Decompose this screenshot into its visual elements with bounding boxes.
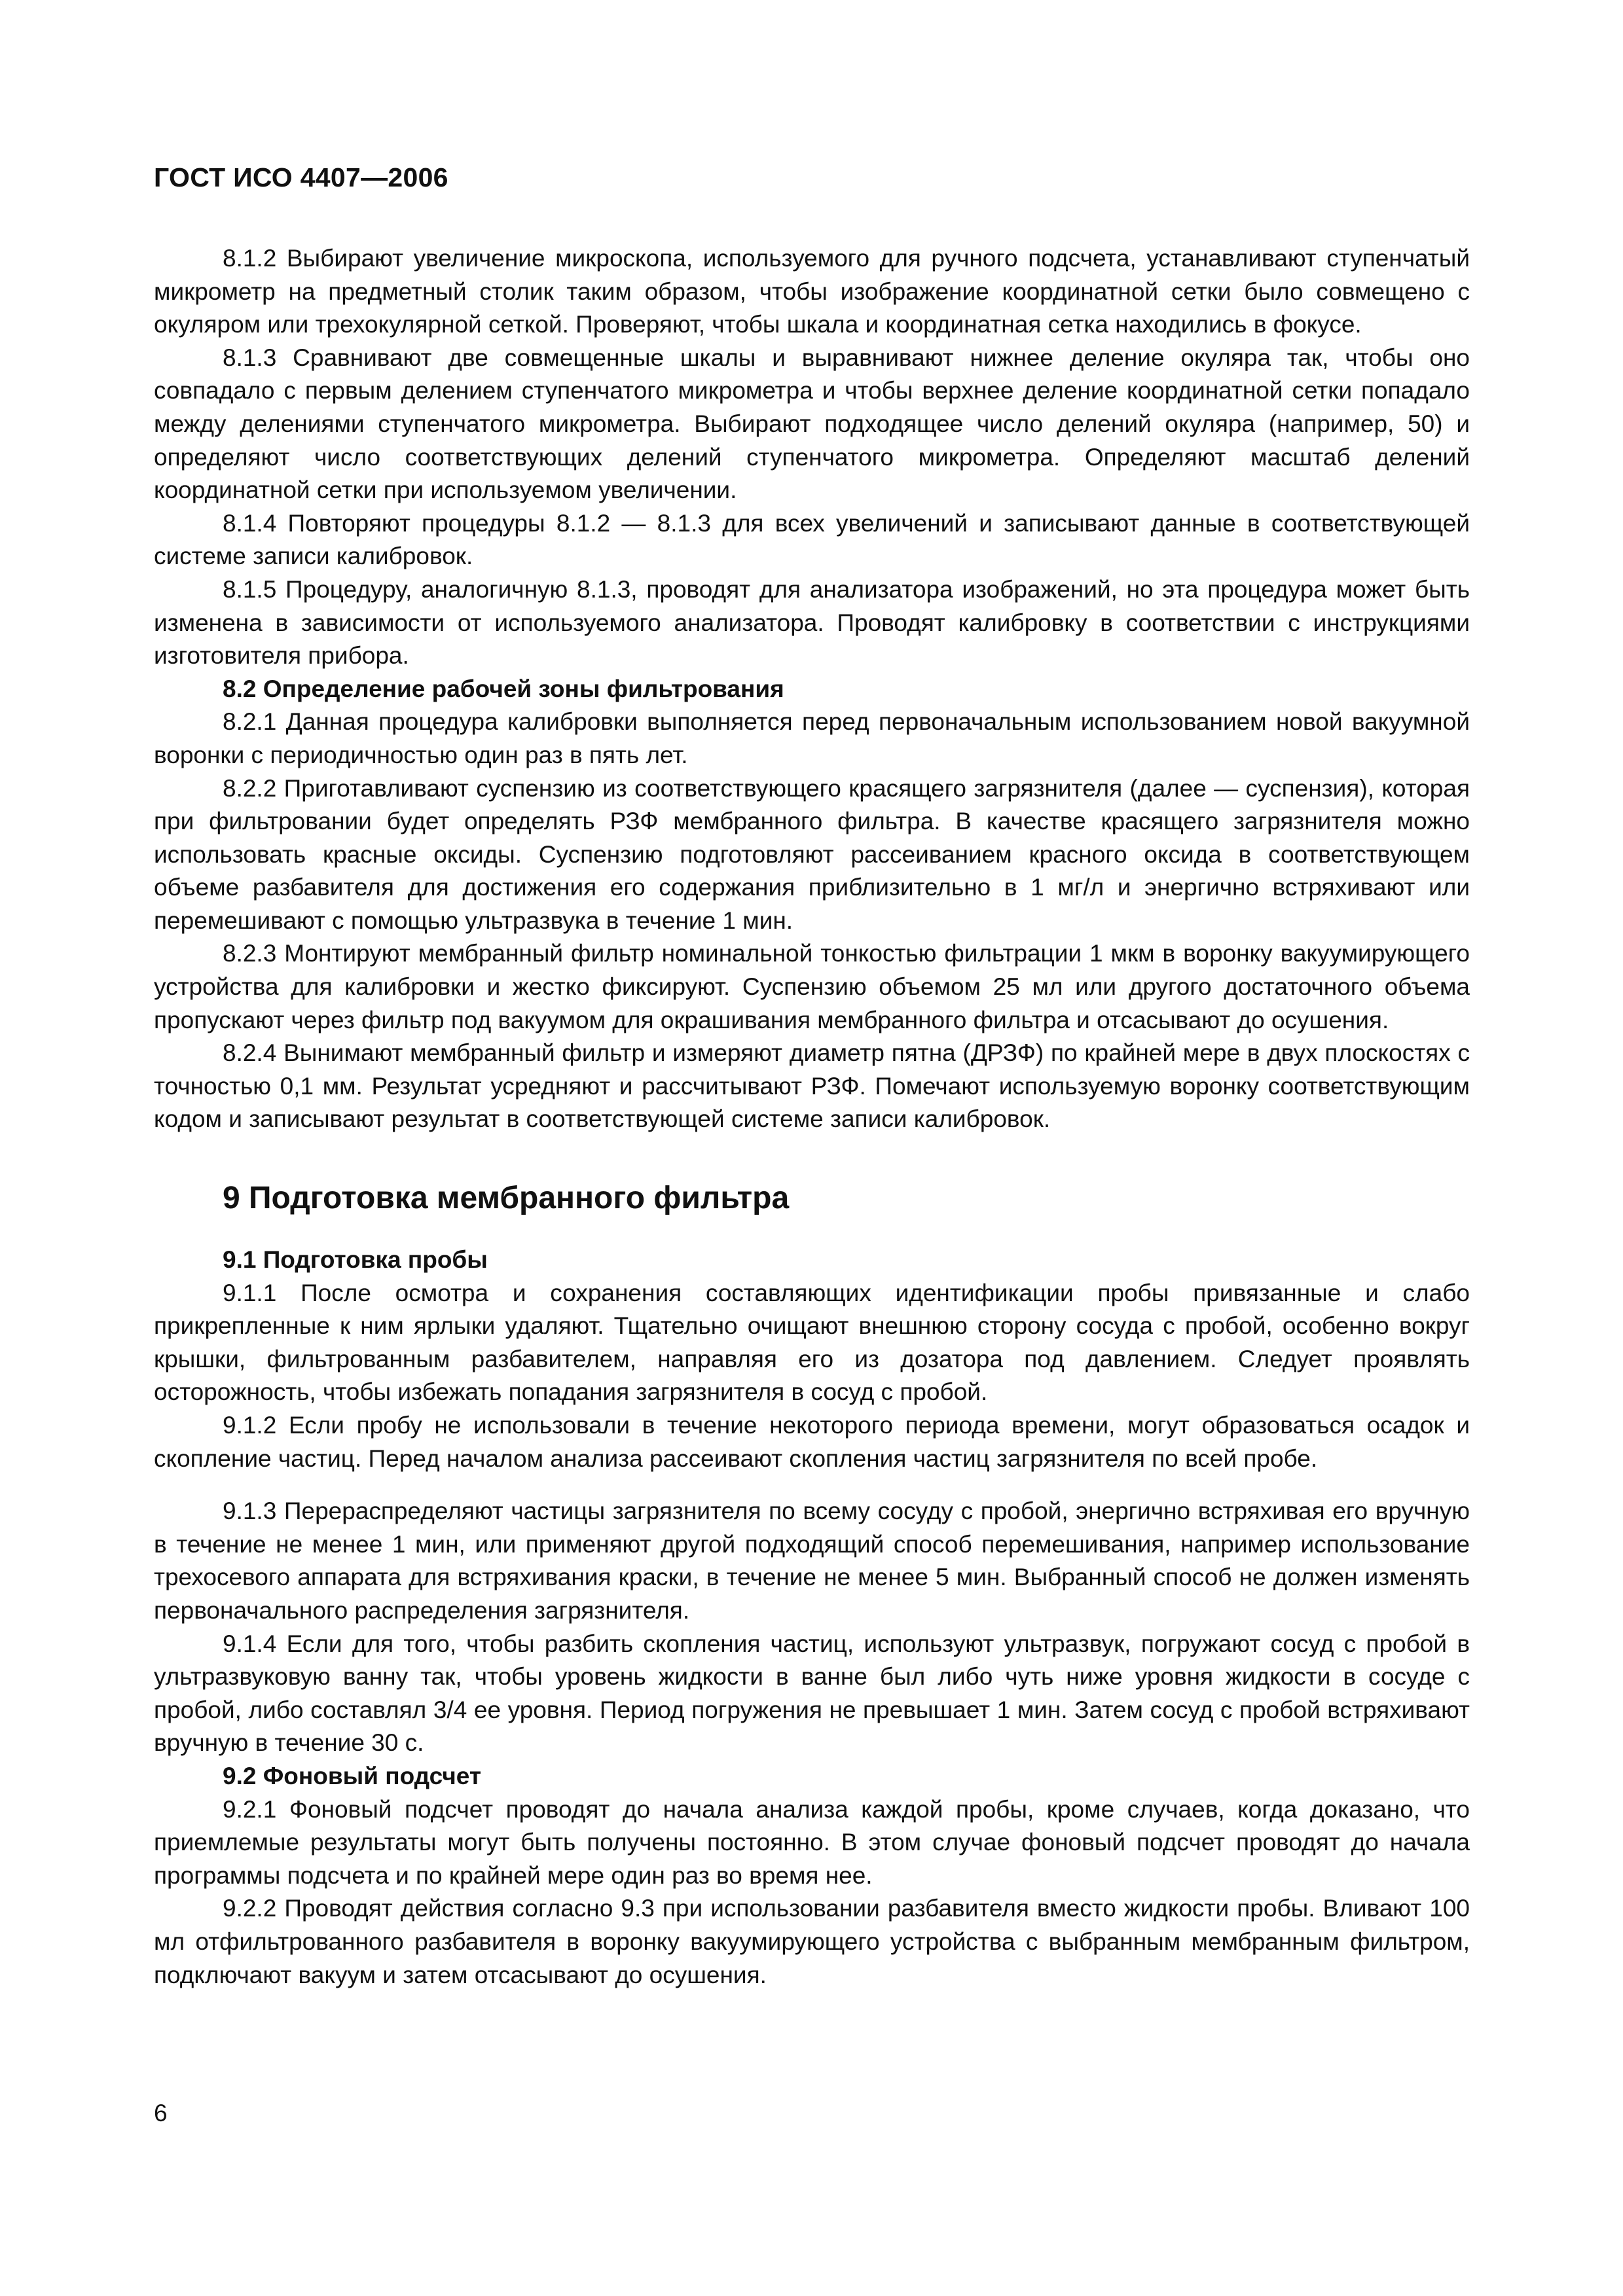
paragraph-8-2-3: 8.2.3 Монтируют мембранный фильтр номинальной тонкостью фильтрации 1 мкм в воронку вакуумирующего устройства для калибровки и жестко фиксируют. Суспензию объемом 25 мл или другого достаточного объема пропускают через фильтр под вакуумом для окрашивания мембранного фильтра и отсасывают до осушения.: [154, 940, 1470, 1033]
paragraph-9-1-3: 9.1.3 Перераспределяют частицы загрязнителя по всему сосуду с пробой, энергично встряхивая его вручную в течение не менее 1 мин, или применяют другой подходящий способ перемешивания, например использование трехосевого аппарата для встряхивания краски, в течение не менее 5 мин. Выбранный способ не должен изменять первоначального распределения загрязнителя.: [154, 1498, 1470, 1624]
document-page: [154, 0, 1470, 2296]
paragraph-9-1-1: 9.1.1 После осмотра и сохранения составляющих идентификации пробы привязанные и слабо прикрепленные к ним ярлыки удаляют. Тщательно очищают внешнюю сторону сосуда с пробой, особенно вокруг крышки, фильтрованным разбавителем, направляя его из дозатора под давлением. Следует проявлять осторожность, чтобы избежать попадания загрязнителя в сосуд с пробой.: [154, 1279, 1470, 1406]
paragraph-8-2-4: 8.2.4 Вынимают мембранный фильтр и измеряют диаметр пятна (ДРЗФ) по крайней мере в двух плоскостях с точностью 0,1 мм. Результат усредняют и рассчитывают РЗФ. Помечают используемую воронку соответствующим кодом и записывают результат в соответствующей системе записи калибровок.: [154, 1039, 1470, 1133]
subsection-heading-8-2: 8.2 Определение рабочей зоны фильтрования: [223, 675, 784, 702]
document-code-header: ГОСТ ИСО 4407—2006: [154, 162, 448, 192]
section-heading-9: 9 Подготовка мембранного фильтра: [223, 1181, 790, 1216]
paragraph-9-1-4: 9.1.4 Если для того, чтобы разбить скопления частиц, используют ультразвук, погружают сосуд с пробой в ультразвуковую ванну так, чтобы уровень жидкости в ванне был либо чуть ниже уровня жидкости в сосуде с пробой, либо составлял 3/4 ее уровня. Период погружения не превышает 1 мин. Затем сосуд с пробой встряхивают вручную в течение 30 с.: [154, 1630, 1470, 1757]
paragraph-9-2-2: 9.2.2 Проводят действия согласно 9.3 при использовании разбавителя вместо жидкости пробы. Вливают 100 мл отфильтрованного разбавителя в воронку вакуумирующего устройства с выбранным мембранным фильтром, подключают вакуум и затем отсасывают до осушения.: [154, 1895, 1470, 1988]
paragraph-9-1-2: 9.1.2 Если пробу не использовали в течение некоторого периода времени, могут образоваться осадок и скопление частиц. Перед началом анализа рассеивают скопления частиц загрязнителя по всей пробе.: [154, 1412, 1470, 1472]
paragraph-8-1-2: 8.1.2 Выбирают увеличение микроскопа, используемого для ручного подсчета, устанавливают ступенчатый микрометр на предметный столик таким образом, чтобы изображение координатной сетки было совмещено с окуляром или трехокулярной сеткой. Проверяют, чтобы шкала и координатная сетка находились в фокусе.: [154, 245, 1470, 338]
paragraph-8-2-2: 8.2.2 Приготавливают суспензию из соответствующего красящего загрязнителя (далее — суспензия), которая при фильтровании будет определять РЗФ мембранного фильтра. В качестве красящего загрязнителя можно использовать красные оксиды. Суспензию подготовляют рассеиванием красного оксида в соответствующем объеме разбавителя для достижения его содержания приблизительно в 1 мг/л и энергично встряхивают или перемешивают с помощью ультразвука в течение 1 мин.: [154, 774, 1470, 934]
subsection-heading-9-2: 9.2 Фоновый подсчет: [223, 1762, 481, 1789]
paragraph-8-1-3: 8.1.3 Сравнивают две совмещенные шкалы и выравнивают нижнее деление окуляра так, чтобы оно совпадало с первым делением ступенчатого микрометра и чтобы верхнее деление координатной сетки попадало между делениями ступенчатого микрометра. Выбирают подходящее число делений окуляра (например, 50) и определяют число соответствующих делений ступенчатого микрометра. Определяют масштаб делений координатной сетки при используемом увеличении.: [154, 344, 1470, 504]
paragraph-8-1-5: 8.1.5 Процедуру, аналогичную 8.1.3, проводят для анализатора изображений, но эта процедура может быть изменена в зависимости от используемого анализатора. Проводят калибровку в соответствии с инструкциями изготовителя прибора.: [154, 575, 1470, 670]
document-body: [154, 242, 1470, 1992]
paragraph-8-1-4: 8.1.4 Повторяют процедуры 8.1.2 — 8.1.3 для всех увеличений и записывают данные в соответствующей системе записи калибровок.: [154, 509, 1470, 570]
subsection-heading-9-1: 9.1 Подготовка пробы: [223, 1246, 488, 1274]
page-number: 6: [154, 2100, 168, 2126]
paragraph-9-2-1: 9.2.1 Фоновый подсчет проводят до начала анализа каждой пробы, кроме случаев, когда доказано, что приемлемые результаты могут быть получены постоянно. В этом случае фоновый подсчет проводят до начала программы подсчета и по крайней мере один раз во время нее.: [154, 1795, 1470, 1889]
paragraph-8-2-1: 8.2.1 Данная процедура калибровки выполняется перед первоначальным использованием новой вакуумной воронки с периодичностью один раз в пять лет.: [154, 708, 1470, 768]
paragraph-gap: [154, 1475, 1470, 1495]
